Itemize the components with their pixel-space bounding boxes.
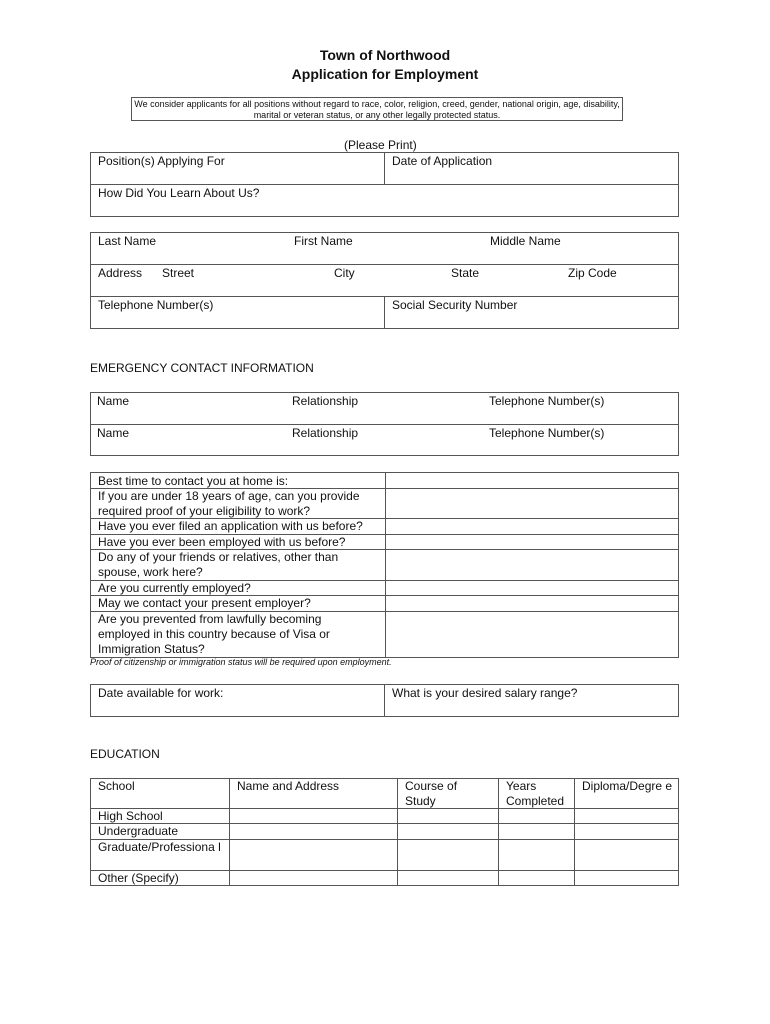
education-row-label: Other (Specify) (98, 871, 179, 885)
date-available-label: Date available for work: (98, 686, 224, 700)
positions-label: Position(s) Applying For (98, 154, 225, 168)
name-row[interactable] (91, 233, 678, 263)
education-cell[interactable] (575, 840, 678, 869)
education-column-header: Years Completed (506, 779, 565, 808)
emergency-heading: EMERGENCY CONTACT INFORMATION (90, 361, 314, 375)
learn-about-us-field[interactable] (91, 185, 678, 216)
question-label: May we contact your present employer? (98, 596, 311, 610)
answer-field[interactable] (386, 489, 678, 517)
education-row-label: Undergraduate (98, 824, 179, 838)
salary-range-field[interactable] (385, 685, 678, 716)
zip-code-label: Zip Code (568, 266, 617, 280)
answer-field[interactable] (386, 612, 678, 657)
last-name-label: Last Name (98, 234, 157, 248)
ssn-field[interactable] (385, 297, 678, 328)
question-label: Do any of your friends or relatives, other than spouse, work here? (98, 550, 339, 579)
education-cell[interactable] (398, 824, 497, 838)
address-row[interactable] (91, 265, 678, 295)
education-row-label: High School (98, 809, 163, 823)
education-cell[interactable] (499, 840, 573, 869)
answer-field[interactable] (386, 596, 678, 610)
telephone-label: Telephone Number(s) (98, 298, 214, 312)
question-label: Have you ever filed an application with us before? (98, 519, 363, 533)
town-name: Town of Northwood (319, 47, 451, 63)
education-cell[interactable] (230, 840, 396, 869)
education-cell[interactable] (499, 871, 573, 885)
education-cell[interactable] (499, 824, 573, 838)
emergency-contact-row[interactable] (91, 393, 678, 423)
please-print-note: (Please Print) (344, 138, 417, 152)
education-cell[interactable] (398, 809, 497, 822)
education-cell[interactable] (398, 871, 497, 885)
education-heading: EDUCATION (90, 747, 160, 761)
education-cell[interactable] (499, 809, 573, 822)
address-label: Address (98, 266, 143, 280)
answer-field[interactable] (386, 581, 678, 594)
date-of-application-field[interactable] (385, 153, 678, 183)
education-column-header: Name and Address (237, 779, 340, 793)
education-cell[interactable] (230, 809, 396, 822)
salary-range-label: What is your desired salary range? (392, 686, 578, 700)
education-cell[interactable] (230, 871, 396, 885)
education-cell[interactable] (575, 871, 678, 885)
education-column-header: Course of Study (405, 779, 458, 808)
positions-field[interactable] (91, 153, 383, 183)
education-cell[interactable] (575, 809, 678, 822)
proof-note: Proof of citizenship or immigration status will be required upon employment. (90, 657, 392, 667)
question-label: Are you prevented from lawfully becoming employed in this country because of Visa or Immigration Status? (98, 612, 330, 656)
question-label: Are you currently employed? (98, 581, 251, 595)
answer-field[interactable] (386, 519, 678, 533)
education-cell[interactable] (230, 824, 396, 838)
emergency-telephone-label: Telephone Number(s) (489, 426, 605, 440)
emergency-name-label: Name (97, 426, 130, 440)
emergency-telephone-label: Telephone Number(s) (489, 394, 605, 408)
emergency-contact-row[interactable] (91, 425, 678, 455)
street-label: Street (162, 266, 195, 280)
city-label: City (334, 266, 355, 280)
date-available-field[interactable] (91, 685, 383, 716)
emergency-relationship-label: Relationship (292, 426, 359, 440)
education-column-header: School (98, 779, 135, 793)
question-label: Best time to contact you at home is: (98, 474, 289, 488)
answer-field[interactable] (386, 550, 678, 579)
question-label: Have you ever been employed with us before? (98, 535, 346, 549)
first-name-label: First Name (294, 234, 353, 248)
education-cell[interactable] (398, 840, 497, 869)
emergency-relationship-label: Relationship (292, 394, 359, 408)
ssn-label: Social Security Number (392, 298, 518, 312)
eeo-notice: We consider applicants for all positions without regard to race, color, religion, creed, gender, national origin, age, disability, marital or veteran status, or any other legally protected status. (131, 97, 623, 121)
education-cell[interactable] (575, 824, 678, 838)
form-title: Application for Employment (291, 66, 479, 82)
answer-field[interactable] (386, 535, 678, 548)
emergency-name-label: Name (97, 394, 130, 408)
education-column-header: Diploma/Degre e (582, 779, 673, 793)
date-of-application-label: Date of Application (392, 154, 493, 168)
state-label: State (451, 266, 480, 280)
learn-about-us-label: How Did You Learn About Us? (98, 186, 260, 200)
question-label: If you are under 18 years of age, can you provide required proof of your eligibility to work? (98, 489, 360, 518)
education-row-label: Graduate/Professiona l (98, 840, 221, 854)
answer-field[interactable] (386, 473, 678, 487)
telephone-field[interactable] (91, 297, 383, 328)
middle-name-label: Middle Name (490, 234, 561, 248)
